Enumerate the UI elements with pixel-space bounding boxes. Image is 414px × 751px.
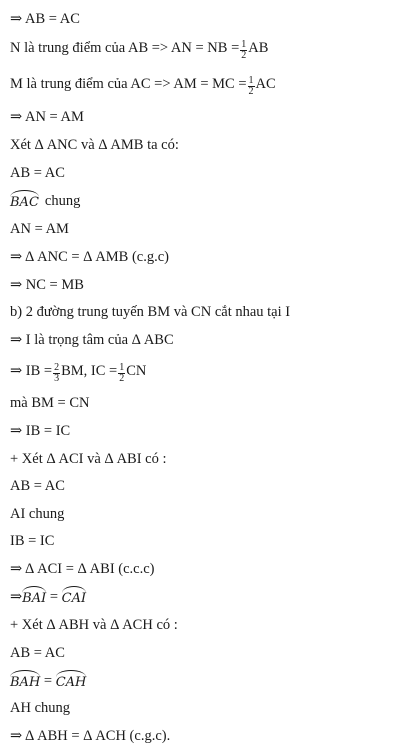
fraction-one-half	[240, 40, 247, 61]
line-4-text: ⇒ AN = AM	[10, 109, 84, 125]
fraction-denominator: 2	[248, 85, 254, 97]
text-line-22	[10, 615, 178, 635]
line-26-text: ⇒ Δ ABH = Δ ACH (c.g.c).	[10, 728, 171, 744]
text-line-12	[10, 330, 174, 350]
line-13-middle: BM, IC =	[61, 363, 118, 379]
text-line-20	[10, 559, 154, 579]
text-line-21	[10, 587, 86, 607]
fraction-numerator: 2	[54, 361, 60, 373]
fraction-numerator: 1	[248, 74, 254, 86]
line-1-text: ⇒ AB = AC	[10, 11, 80, 27]
fraction-one-half	[118, 363, 125, 384]
line-2-text: N là trung điểm của AB => AN = NB =	[10, 40, 240, 56]
text-line-14	[10, 393, 89, 413]
line-18-text: AI chung	[10, 506, 65, 522]
text-line-8	[10, 219, 69, 239]
fraction-one-half	[248, 76, 255, 97]
text-line-16	[10, 449, 167, 469]
fraction-two-thirds	[53, 363, 60, 384]
text-line-26	[10, 726, 170, 746]
fraction-numerator: 1	[119, 361, 125, 373]
fraction-denominator: 3	[54, 372, 60, 384]
text-line-2	[10, 38, 269, 61]
line-12-text: ⇒ I là trọng tâm của Δ ABC	[10, 332, 174, 348]
angle-bah: BAH	[10, 671, 40, 692]
fraction-denominator: 2	[241, 49, 247, 61]
line-7-text: chung	[44, 193, 81, 209]
fraction-numerator: 1	[241, 38, 247, 50]
text-line-19	[10, 531, 54, 551]
line-14-text: mà BM = CN	[10, 395, 90, 411]
line-3-text: M là trung điểm của AC => AM = MC =	[10, 76, 247, 92]
line-17-text: AB = AC	[10, 478, 65, 494]
line-22-text: + Xét Δ ABH và Δ ACH có :	[10, 617, 178, 633]
equals-sign: =	[40, 673, 56, 689]
text-line-9	[10, 247, 169, 267]
text-line-7	[10, 191, 80, 211]
text-line-4	[10, 107, 84, 127]
line-11-text: b) 2 đường trung tuyến BM và CN cắt nhau tại I	[10, 304, 291, 320]
line-13-text: ⇒ IB =	[10, 363, 53, 379]
text-line-18	[10, 504, 64, 524]
text-line-24	[10, 671, 86, 691]
text-line-10	[10, 275, 84, 295]
text-line-17	[10, 476, 65, 496]
line-13-tail: CN	[126, 363, 147, 379]
line-10-text: ⇒ NC = MB	[10, 277, 84, 293]
line-9-text: ⇒ Δ ANC = Δ AMB (c.g.c)	[10, 249, 170, 265]
line-25-text: AH chung	[10, 700, 71, 716]
equals-sign: =	[46, 589, 62, 605]
text-line-15	[10, 421, 70, 441]
line-16-text: + Xét Δ ACI và Δ ABI có :	[10, 451, 167, 467]
line-6-text: AB = AC	[10, 165, 65, 181]
angle-bac: BAC	[10, 191, 39, 212]
text-line-25	[10, 698, 70, 718]
text-line-13	[10, 361, 147, 384]
angle-cai: CAI	[62, 587, 86, 608]
line-2-tail: AB	[248, 40, 269, 56]
line-8-text: AN = AM	[10, 221, 69, 237]
line-23-text: AB = AC	[10, 645, 65, 661]
fraction-denominator: 2	[119, 372, 125, 384]
text-line-6	[10, 163, 65, 183]
line-3-tail: AC	[255, 76, 276, 92]
angle-cah: CAH	[56, 671, 87, 692]
line-20-text: ⇒ Δ ACI = Δ ABI (c.c.c)	[10, 561, 155, 577]
line-21-prefix: ⇒	[10, 589, 23, 605]
line-5-text: Xét Δ ANC và Δ AMB ta có:	[10, 137, 179, 153]
line-19-text: IB = IC	[10, 533, 55, 549]
text-line-23	[10, 643, 65, 663]
text-line-5	[10, 135, 179, 155]
text-line-11	[10, 302, 290, 322]
text-line-3	[10, 74, 276, 97]
text-line-1	[10, 9, 80, 29]
line-15-text: ⇒ IB = IC	[10, 423, 71, 439]
angle-bai: BAI	[22, 587, 46, 608]
